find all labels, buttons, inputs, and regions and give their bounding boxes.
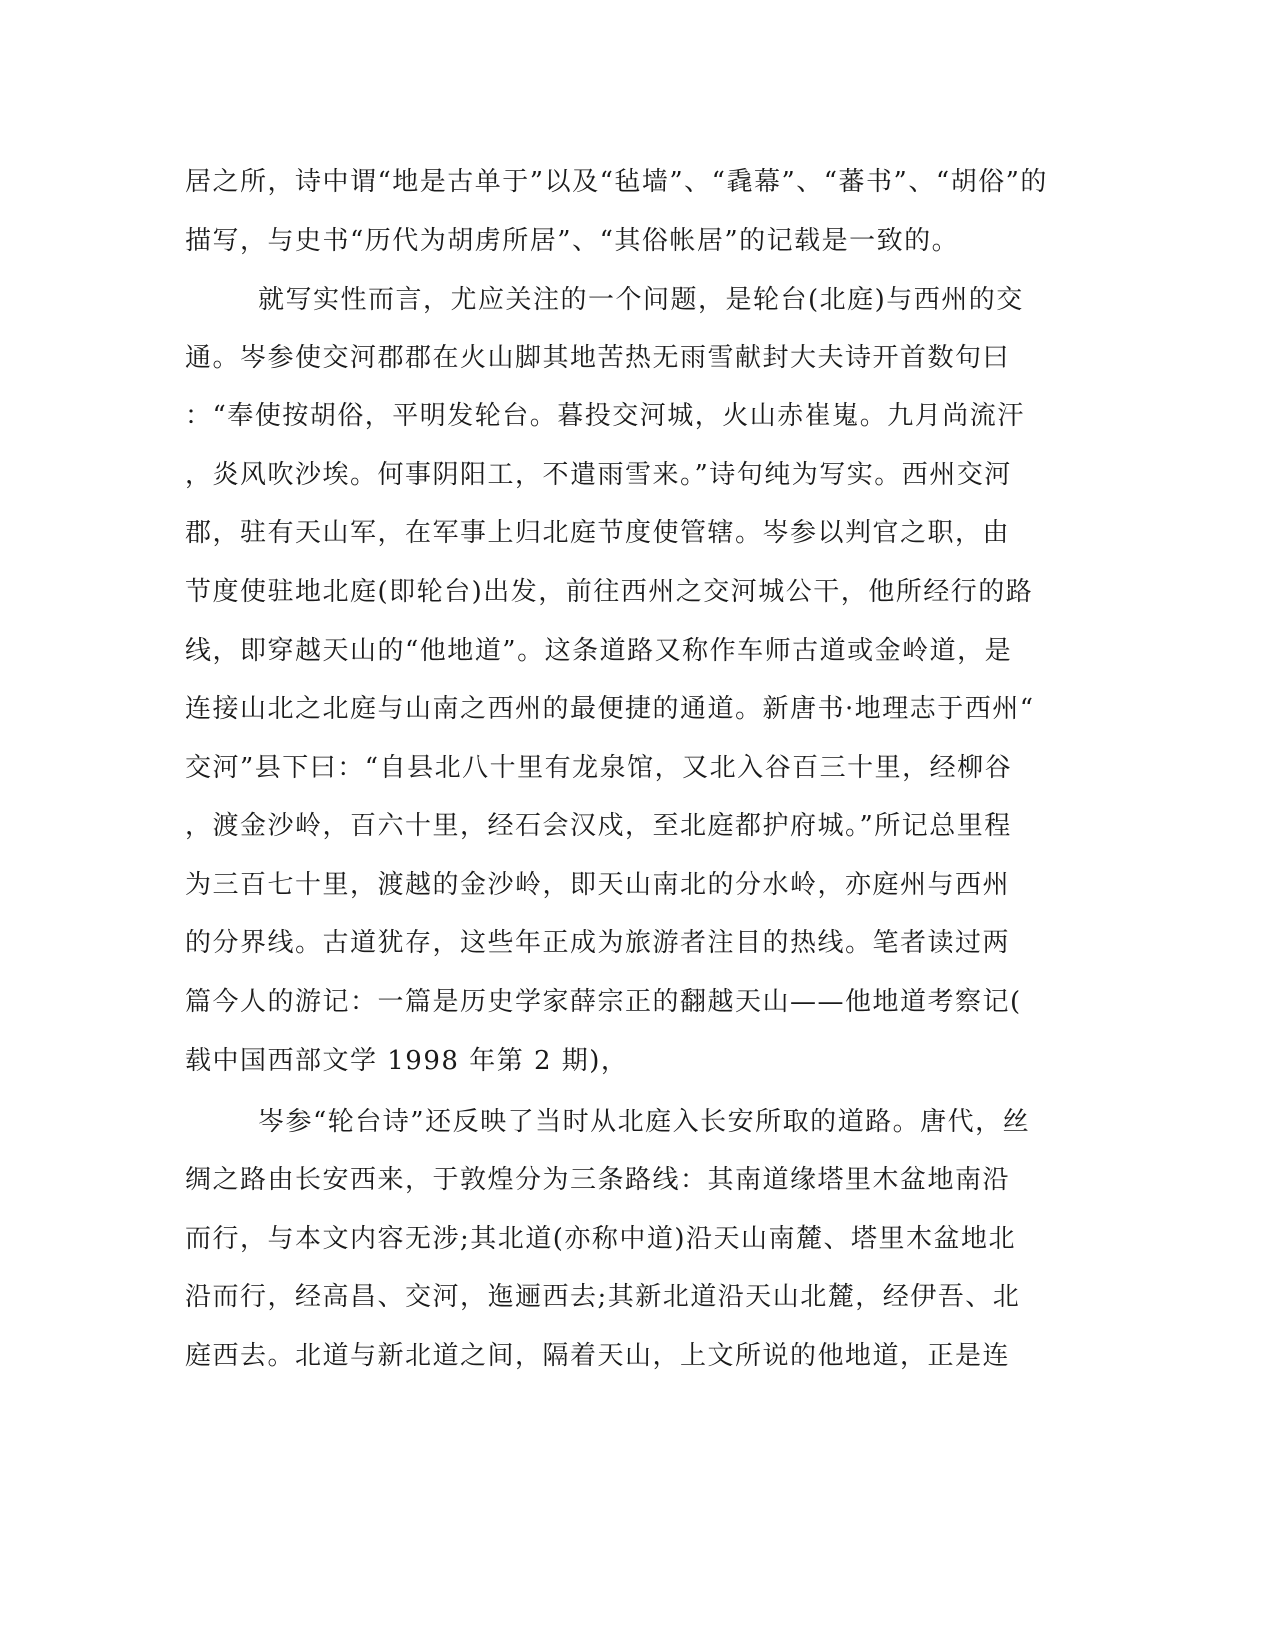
text-line: ，炎风吹沙埃。何事阴阳工，不遣雨雪来。”诗句纯为写实。西州交河	[185, 460, 1012, 490]
text-line: 居之所，诗中谓“地是古单于”以及“毡墙”、“毳幕”、“蕃书”、“胡俗”的	[185, 167, 1048, 197]
paragraph-start-line: 就写实性而言，尤应关注的一个问题，是轮台(北庭)与西州的交	[258, 285, 1024, 315]
text-line: 为三百七十里，渡越的金沙岭，即天山南北的分水岭，亦庭州与西州	[185, 870, 1011, 900]
text-line: 郡，驻有天山军，在军事上归北庭节度使管辖。岑参以判官之职，由	[185, 518, 1011, 548]
text-line: ，渡金沙岭，百六十里，经石会汉戍，至北庭都护府城。”所记总里程	[185, 811, 1012, 841]
text-line: 庭西去。北道与新北道之间，隔着天山，上文所说的他地道，正是连	[185, 1341, 1011, 1371]
text-line: 通。岑参使交河郡郡在火山脚其地苦热无雨雪献封大夫诗开首数句曰	[185, 343, 1011, 373]
text-line: 节度使驻地北庭(即轮台)出发，前往西州之交河城公干，他所经行的路	[185, 577, 1034, 607]
paragraph-start-line: 岑参“轮台诗”还反映了当时从北庭入长安所取的道路。唐代，丝	[258, 1107, 1031, 1137]
text-line: ：“奉使按胡俗，平明发轮台。暮投交河城，火山赤崔嵬。九月尚流汗	[185, 401, 1025, 431]
text-line: 的分界线。古道犹存，这些年正成为旅游者注目的热线。笔者读过两	[185, 928, 1011, 958]
text-line: 线，即穿越天山的“他地道”。这条道路又称作车师古道或金岭道，是	[185, 636, 1013, 666]
text-line: 而行，与本文内容无涉;其北道(亦称中道)沿天山南麓、塔里木盆地北	[185, 1224, 1017, 1254]
text-line: 描写，与史书“历代为胡虏所居”、“其俗帐居”的记载是一致的。	[185, 226, 960, 256]
text-line: 绸之路由长安西来，于敦煌分为三条路线：其南道缘塔里木盆地南沿	[185, 1165, 1011, 1195]
text-line: 连接山北之北庭与山南之西州的最便捷的通道。新唐书·地理志于西州“	[185, 694, 1035, 724]
text-line: 交河”县下曰：“自县北八十里有龙泉馆，又北入谷百三十里，经柳谷	[185, 753, 1013, 783]
text-line: 载中国西部文学 1998 年第 2 期)，	[185, 1046, 629, 1076]
text-line: 篇今人的游记：一篇是历史学家薛宗正的翻越天山——他地道考察记(	[185, 987, 1022, 1017]
text-line: 沿而行，经高昌、交河，迤逦西去;其新北道沿天山北麓，经伊吾、北	[185, 1282, 1021, 1312]
